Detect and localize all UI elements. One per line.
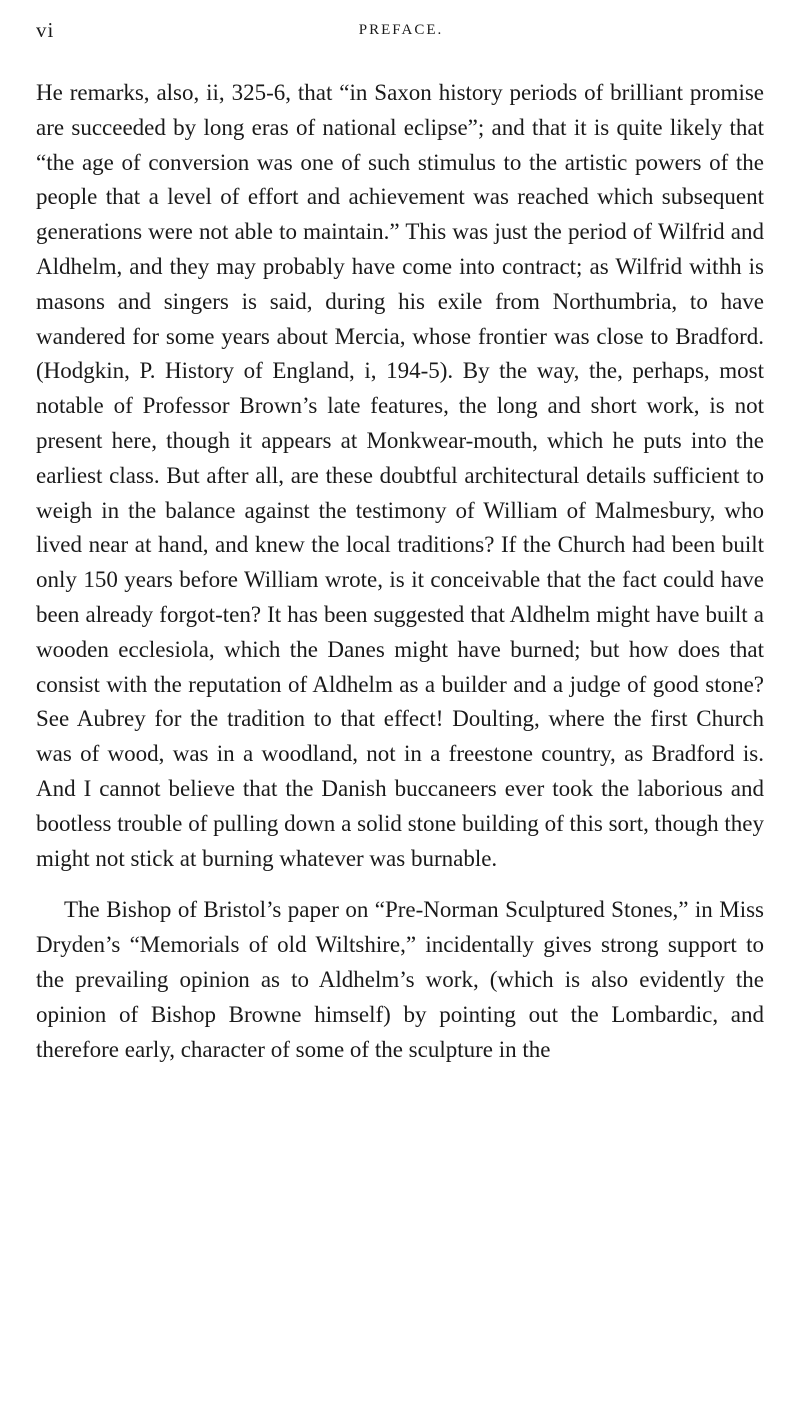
paragraph-2: The Bishop of Bristol’s paper on “Pre-Norman Sculptured Stones,” in Miss Dryden’s “Memorials of old Wiltshire,” incidentally gives strong support to the prevailing opinion as to Aldhelm’s work, (which is also evidently the opinion of Bishop Browne himself) by pointing out the Lombardic, and therefore early, character of some of the sculpture in the <box>36 897 764 1062</box>
paragraph-1: He remarks, also, ii, 325-6, that “in Saxon history periods of brilliant promise are succeeded by long eras of national eclipse”; and that it is quite likely that “the age of conversion was one of such stimulus to the artistic powers of the people that a level of effort and achievement was reached which subsequent generations were not able to maintain.” This was just the period of Wilfrid and Aldhelm, and they may probably have come into contract; as Wilfrid withh is masons and singers is said, during his exile from Northumbria, to have wandered for some years about Mercia, whose frontier was close to Bradford. (Hodgkin, P. History of England, i, 194-5). By the way, the, perhaps, most notable of Professor Brown’s late features, the long and short work, is not present here, though it appears at Monkwear-mouth, which he puts into the earliest class. But after all, are these doubtful architectural details sufficient to weigh in the balance against the testimony of William of Malmesbury, who lived near at hand, and knew the local traditions? If the Church had been built only 150 years before William wrote, is it conceivable that the fact could have been already forgot-ten? It has been suggested that Aldhelm might have built a wooden ecclesiola, which the Danes might have burned; but how does that consist with the reputation of Aldhelm as a builder and a judge of good stone? See Aubrey for the tradition to that effect! Doulting, where the first Church was of wood, was in a woodland, not in a freestone country, as Bradford is. And I cannot believe that the Danish buccaneers ever took the laborious and bootless trouble of pulling down a solid stone building of this sort, though they might not stick at burning whatever was burnable. <box>36 80 764 871</box>
running-title: PREFACE. <box>358 22 444 38</box>
body-text <box>36 76 764 1067</box>
running-head <box>36 18 766 48</box>
page-number: vi <box>36 18 55 42</box>
